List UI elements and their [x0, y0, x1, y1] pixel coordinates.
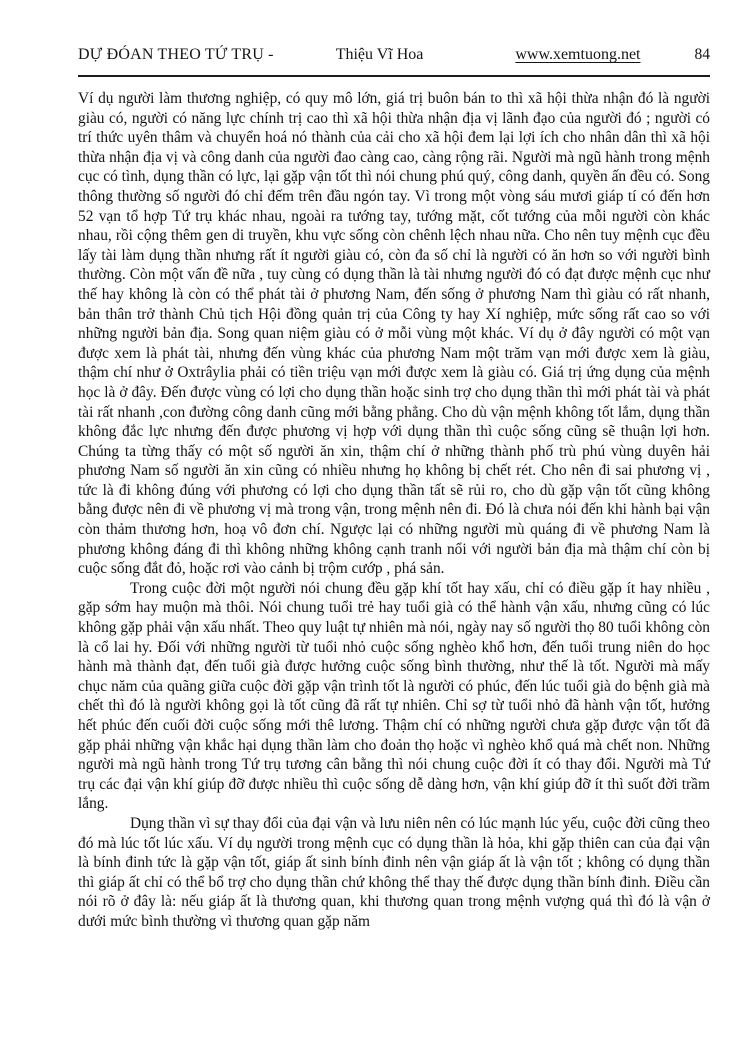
website-link[interactable]: www.xemtuong.net	[515, 46, 641, 63]
author-name: Thiệu Vĩ Hoa	[335, 46, 424, 63]
page-body	[78, 89, 710, 932]
paragraph-2: Trong cuộc đời một người nói chung đều gặp khí tốt hay xấu, chỉ có điều gặp ít hay nhiều , gặp sớm hay muộn mà thôi. Nói chung tuổi trẻ hay tuổi già có thể hành vận xấu, nhưng cũng có lúc không gặp phải vận xấu nhất. Theo quy luật tự nhiên mà nói, ngày nay số người thọ 80 tuổi không còn là cổ lai hy. Đối với những người từ tuổi nhỏ cuộc sống nghèo khổ hơn, đến tuổi trung niên do học hành mà thành đạt, đến tuổi già được hưởng cuộc sống bình thường, như thế là tốt. Người mà mấy chục năm của quãng giữa cuộc đời gặp vận trình tốt là người có phúc, đến lúc tuổi già do bệnh già mà chết thì đó là người không gọi là tốt cũng đã rất tự nhiên. Chỉ sợ từ tuổi nhỏ đã hành vận tốt, hưởng hết phúc đến cuối đời cuộc sống mới thê lương. Thậm chí có những người chưa gặp được vận tốt đã gặp phải những vận khắc hại dụng thần làm cho đoản thọ hoặc vì nghèo khổ quá mà chết non. Những người mà ngũ hành trong Tứ trụ tương cân bằng thì nói chung cuộc đời ít có thay đổi. Người mà Tứ trụ các đại vận khí giúp đỡ được nhiều thì cuộc sống dễ dàng hơn, vận khí giúp đỡ ít thì suốt đời trầm lắng.	[78, 579, 710, 813]
page-header	[78, 46, 710, 64]
header-divider	[78, 75, 710, 77]
paragraph-3: Dụng thần vì sự thay đổi của đại vận và lưu niên nên có lúc mạnh lúc yếu, cuộc đời cũng theo đó mà lúc tốt lúc xấu. Ví dụ người trong mệnh cục có dụng thần là hỏa, khi gặp thiên can của đại vận là bính đinh tức là gặp vận tốt, giáp ất sinh bính đinh nên vận giáp ất là vận tốt ; không có dụng thần thì giáp ất chỉ có thể bổ trợ cho dụng thần chứ không thể thay thế được dụng thần bính đinh. Điều cần nói rõ ở đây là: nếu giáp ất là thương quan, khi thương quan trong mệnh vượng quá thì đó là vận ở dưới mức bình thường vì thương quan gặp năm	[78, 814, 710, 930]
paragraph-1: Ví dụ người làm thương nghiệp, có quy mô lớn, giá trị buôn bán to thì xã hội thừa nhận đó là người giàu có, người có năng lực chính trị cao thì xã hội thừa nhận địa vị lãnh đạo của người đó ; người có trí thức uyên thâm và chuyển hoá nó thành của cải cho xã hội đem lại lợi ích cho nhân dân thì xã hội thừa nhận địa vị và công danh của người đao càng cao, càng rộng rãi. Người mà ngũ hành trong mệnh cục có tình, dụng thần có lực, lại gặp vận tốt thì nói chung phú quý, công danh, quyền ấn đều có. Song thông thường số người đó chỉ đếm trên đầu ngón tay. Vì trong một vòng sáu mươi giáp tí có đến hơn 52 vạn tổ hợp Tứ trụ khác nhau, ngoài ra tướng tay, tướng mặt, cốt tướng của mỗi người còn khác nhau, rồi cộng thêm gen di truyền, khu vực sống còn chênh lệch nhau nữa. Cho nên tuy mệnh cục đều lấy tài làm dụng thần nhưng rất ít người giàu có, còn đa số chỉ là người có ăn hơn so với người bình thường. Còn một vấn đề nữa , tuy cùng có dụng thần là tài nhưng người đó có đạt được mệnh cục như thế hay không là còn có thể phát tài ở phương Nam, đến sống ở phương Nam thì giàu có rất nhanh, bản thân trở thành Chủ tịch Hội đồng quản trị của Công ty hay Xí nghiệp, mức sống rất cao so với những người bản địa. Song quan niệm giàu có ở mỗi vùng một khác. Ví dụ ở đây người có một vạn được xem là phát tài, nhưng đến vùng khác của phương Nam một trăm vạn mới được xem là giàu, thậm chí như ở Oxtrâylia phải có tiền triệu vạn mới được xem là giàu có. Giá trị ứng dụng của mệnh học là ở đây. Đến được vùng có lợi cho dụng thần hoặc sinh trợ cho dụng thần thì mới phát tài và phát tài rất nhanh ,con đường công danh cũng mới bằng phẳng. Cho dù vận mệnh không tốt lắm, dụng thần không đắc lực nhưng đến được phương vị hợp với dụng thần thì cuộc sống cũng sẽ thuận lợi hơn. Chúng ta từng thấy có một số người ăn xin, thậm chí ở những thành phố trù phú vùng duyên hải phương Nam số người ăn xin cũng có nhiều nhưng họ không bị chết rét. Cho nên đi sai phương vị , tức là đi không đúng với phương có lợi cho dụng thần tất sẽ rủi ro, cho dù gặp vận tốt cũng không bằng được nên đi về phương vị mà trong vận, trong mệnh nên đi. Đó là chưa nói đến khi hành bại vận còn thảm thương hơn, hoạ vô đơn chí. Ngược lại có những người mù quáng đi về phương Nam là phương không đáng đi thì không những không cạnh tranh nổi với người bản địa mà thậm chí còn bị cuộc sống đắt đỏ, hoặc rơi vào cảnh bị trộm cướp , phá sản.	[78, 90, 710, 578]
book-title: DỰ ĐÓAN THEO TỨ TRỤ -	[78, 46, 274, 63]
page-number: 84	[694, 46, 710, 63]
